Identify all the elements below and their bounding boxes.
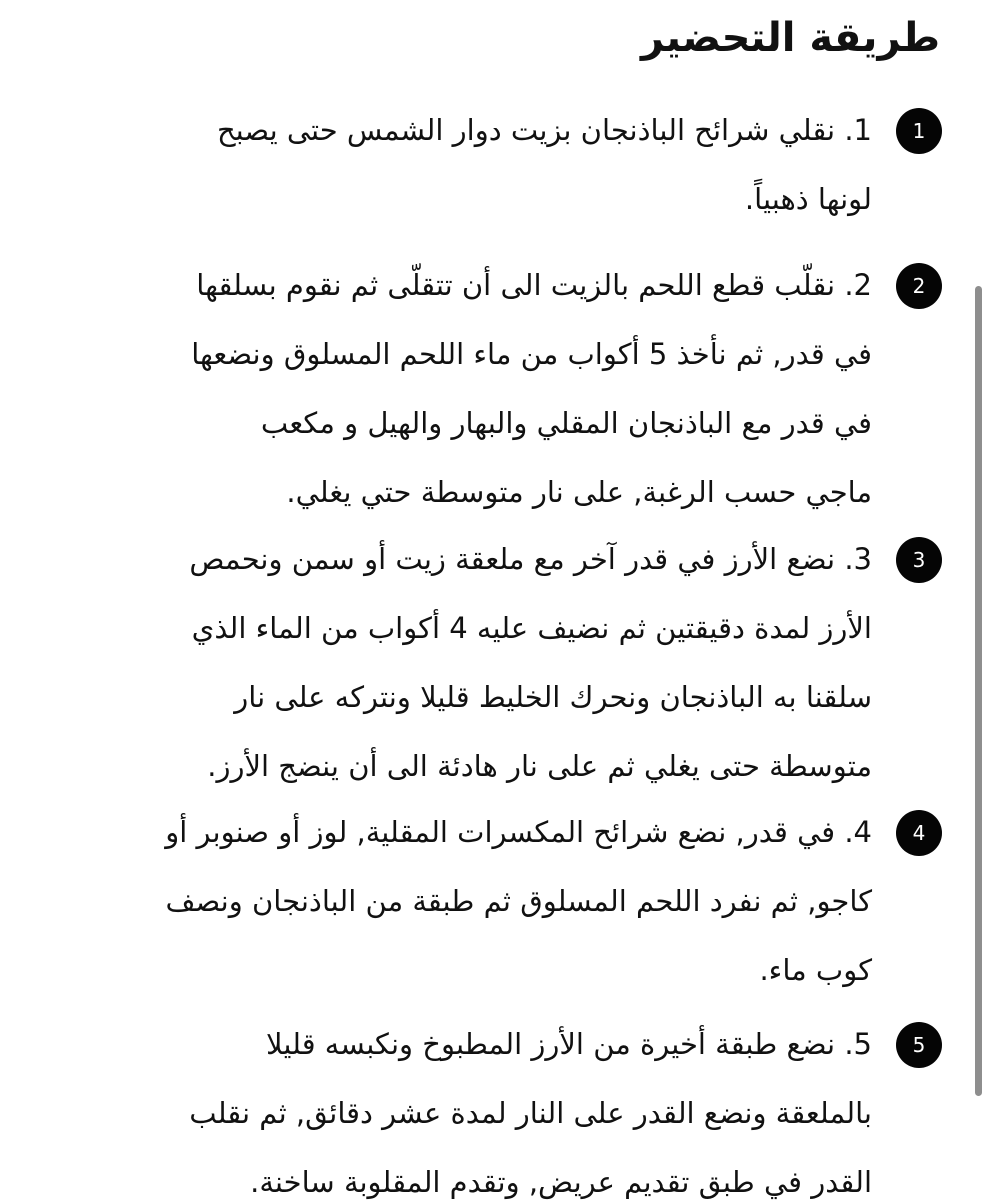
step-text: 2. نقلّب قطع اللحم بالزيت الى أن تتقلّى ثم نقوم بسلقها في قدر, ثم نأخذ 5 أكواب من ماء اللحم المسلوق ونضعها في قدر مع الباذنجان المقلي والبهار والهيل و مكعب ماجي حسب الرغبة, على نار متوسطة حتي يغلي. — [191, 268, 872, 509]
step-number-badge: 2 — [896, 263, 942, 309]
step-number-badge: 1 — [896, 108, 942, 154]
step-number-badge: 5 — [896, 1022, 942, 1068]
step-text: 4. في قدر, نضع شرائح المكسرات المقلية, لوز أو صنوبر أو كاجو, ثم نفرد اللحم المسلوق ثم طبقة من الباذنجان ونصف كوب ماء. — [165, 815, 872, 987]
step-number-badge: 4 — [896, 810, 942, 856]
step-text: 1. نقلي شرائح الباذنجان بزيت دوار الشمس حتى يصبح لونها ذهبياً. — [216, 113, 872, 216]
step-text: 5. نضع طبقة أخيرة من الأرز المطبوخ ونكبسه قليلا بالملعقة ونضع القدر على النار لمدة عشر دقائق, ثم نقلب القدر في طبق تقديم عريض, وتقدم المقلوبة ساخنة. — [189, 1027, 872, 1199]
step-number-badge: 3 — [896, 537, 942, 583]
page-title: طريقة التحضير — [640, 15, 940, 61]
scrollbar-thumb[interactable] — [975, 286, 982, 1096]
step-text: 3. نضع الأرز في قدر آخر مع ملعقة زيت أو سمن ونحمص الأرز لمدة دقيقتين ثم نضيف عليه 4 أكواب من الماء الذي سلقنا به الباذنجان ونحرك الخليط قليلا ونتركه على نار متوسطة حتى يغلي ثم على نار هادئة الى أن ينضج الأرز. — [189, 542, 872, 783]
